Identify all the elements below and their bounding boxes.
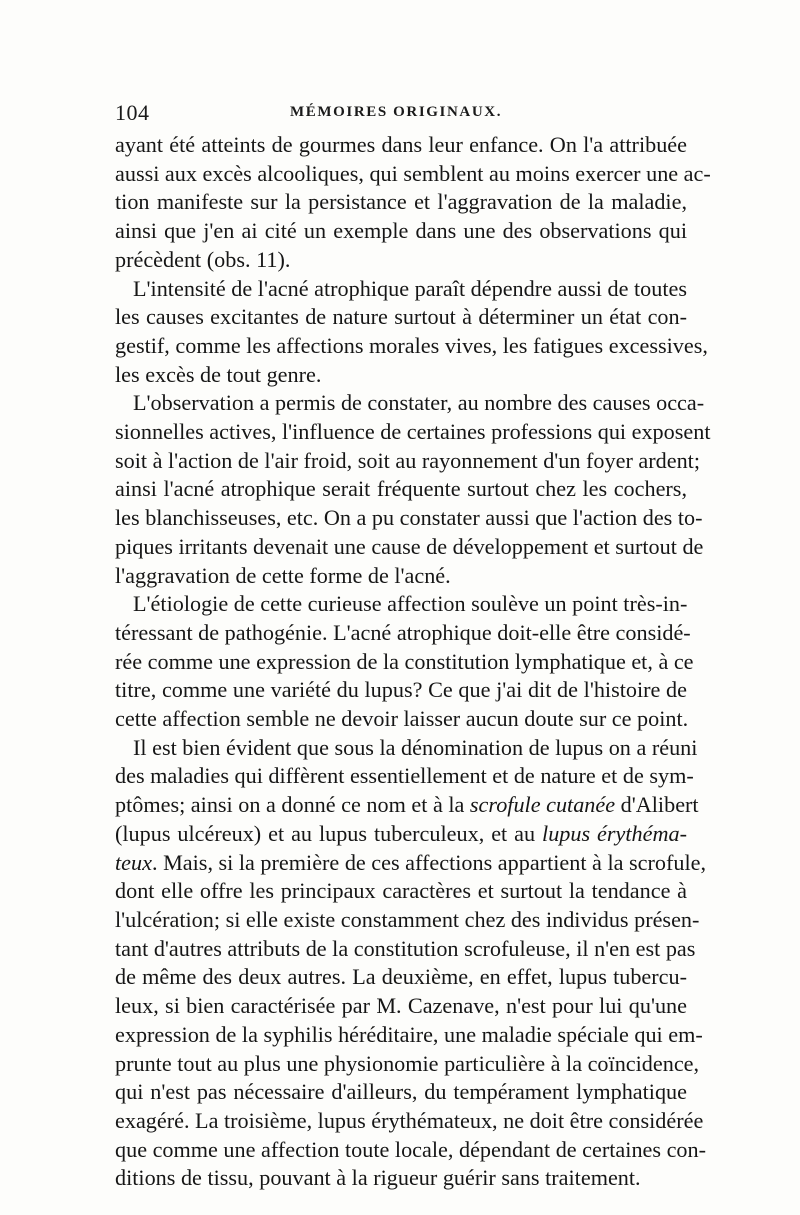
text-line: qui n'est pas nécessaire d'ailleurs, du tempérament lymphatique [115,1079,687,1105]
text-line: l'aggravation de cette forme de l'acné. [115,562,451,588]
text-line: ainsi que j'en ai cité un exemple dans une des observations qui [115,218,687,244]
text-line: prunte tout au plus une physionomie particulière à la coïncidence, [115,1050,700,1076]
text-line: Il est bien évident que sous la dénomination de lupus on a réuni [133,734,698,760]
text-line: gestif, comme les affections morales vives, les fatigues excessives, [115,332,708,358]
paragraph [115,275,708,390]
text-line: précèdent (obs. 11). [115,246,291,272]
page-header [115,100,685,128]
text-line: L'observation a permis de constater, au nombre des causes occa- [133,390,705,416]
text-line: exagéré. La troisième, lupus érythémateux, ne doit être considérée [115,1107,704,1133]
text-line: les causes excitantes de nature surtout à déterminer un état con- [115,304,687,330]
text-line: rée comme une expression de la constitution lymphatique et, à ce [115,648,694,674]
text-line: ayant été atteints de gourmes dans leur enfance. On l'a attribuée [115,132,687,157]
body-text [115,131,711,1193]
text-line: soit à l'action de l'air froid, soit au rayonnement d'un foyer ardent; [115,447,700,473]
text-line: les excès de tout genre. [115,361,322,387]
text-line: teux. Mais, si la première de ces affections appartient à la scrofule, [115,849,707,875]
text-line: expression de la syphilis héréditaire, une maladie spéciale qui em- [115,1021,703,1047]
text-line: piques irritants devenait une cause de développement et surtout de [115,533,704,559]
text-line: ditions de tissu, pouvant à la rigueur guérir sans traitement. [115,1165,641,1191]
text-line: titre, comme une variété du lupus? Ce que j'ai dit de l'histoire de [115,677,687,703]
text-line: de même des deux autres. La deuxième, en effet, lupus tubercu- [115,964,687,990]
paragraph [115,590,694,734]
text-line: sionnelles actives, l'influence de certaines professions qui exposent [115,419,711,445]
text-line: tant d'autres attributs de la constitution scrofuleuse, il n'en est pas [115,935,696,961]
text-line: leux, si bien caractérisée par M. Cazenave, n'est pour lui qu'une [115,993,687,1019]
text-line: que comme une affection toute locale, dépendant de certaines con- [115,1136,706,1162]
text-line: ainsi l'acné atrophique serait fréquente surtout chez les cochers, [115,476,687,502]
text-line: ptômes; ainsi on a donné ce nom et à la scrofule cutanée d'Alibert [115,792,699,818]
text-line: tion manifeste sur la persistance et l'aggravation de la maladie, [115,189,687,215]
text-line: (lupus ulcéreux) et au lupus tuberculeux, et au lupus érythéma- [115,820,687,846]
running-head: MÉMOIRES ORIGINAUX. [290,104,503,120]
text-line: les blanchisseuses, etc. On a pu constater aussi que l'action des to- [115,505,703,531]
text-line: aussi aux excès alcooliques, qui semblent au moins exercer une ac- [115,160,711,186]
text-line: téressant de pathogénie. L'acné atrophique doit-elle être considé- [115,619,691,645]
text-line: cette affection semble ne devoir laisser aucun doute sur ce point. [115,706,689,732]
paragraph [115,734,707,1193]
text-line: dont elle offre les principaux caractères et surtout la tendance à [115,878,687,904]
paragraph [115,131,711,275]
page-number: 104 [115,100,150,125]
text-line: l'ulcération; si elle existe constamment chez des individus présen- [115,906,700,932]
text-line: L'intensité de l'acné atrophique paraît dépendre aussi de toutes [133,275,687,301]
text-line: L'étiologie de cette curieuse affection soulève un point très-in- [133,591,688,617]
text-line: des maladies qui diffèrent essentiellement et de nature et de sym- [115,763,694,789]
paragraph [115,389,711,590]
